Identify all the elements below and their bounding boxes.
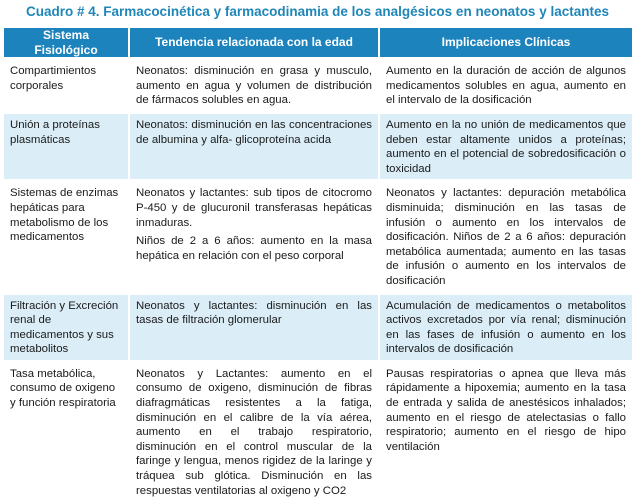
cell-implications: Acumulación de medicamentos o metabolitos activos excretados por vía renal; disminución en las fases de infusión o aumento en los intervalos de dosificación — [379, 293, 632, 361]
cell-system: Tasa metabólica, consumo de oxigeno y función respiratoria — [4, 361, 129, 501]
analgesics-table — [4, 28, 632, 501]
cell-trend — [129, 181, 379, 293]
table-row — [4, 361, 632, 501]
trend-text: Neonatos y lactantes: disminución en las tasas de filtración glomerular — [136, 299, 372, 327]
cell-system: Unión a proteínas plasmáticas — [4, 112, 129, 180]
cell-system: Sistemas de enzimas hepáticas para metabolismo de los medicamentos — [4, 181, 129, 293]
trend-text: Niños de 2 a 6 años: aumento en la masa hepática en relación con el peso corporal — [136, 235, 372, 262]
cell-trend — [129, 112, 379, 180]
cell-trend — [129, 59, 379, 113]
cell-implications: Neonatos y lactantes: depuración metabólica disminuida; disminución en las tasas de infusión o aumento en los intervalos de dosificación. Niños de 2 a 6 años: depuración metabólica aumentada; aumento en las tasas de infusión o aumento en los intervalos de dosificación — [379, 181, 632, 293]
header-system: Sistema Fisiológico — [4, 28, 129, 59]
trend-text: Neonatos: disminución en las concentraciones de albumina y alfa- glicoproteína acida — [136, 118, 372, 146]
cell-system: Compartimientos corporales — [4, 59, 129, 113]
cell-trend — [129, 361, 379, 501]
cell-implications: Aumento en la no unión de medicamentos que deben estar altamente unidos a proteínas; aumento en el potencial de sobredosificación o toxicidad — [379, 112, 632, 180]
table-row — [4, 59, 632, 113]
table-title: Cuadro # 4. Farmacocinética y farmacodinamia de los analgésicos en neonatos y lactantes — [26, 4, 609, 19]
table-row — [4, 293, 632, 361]
table-row — [4, 181, 632, 293]
cell-trend — [129, 293, 379, 361]
cell-implications: Pausas respiratorias o apnea que lleva más rápidamente a hipoxemia; aumento en la tasa de entrada y salida de anestésicos inhalados; aumento en el riesgo de atelectasias o fallo respiratorio; aumento en el riesgo de hipo ventilación — [379, 361, 632, 501]
cell-system: Filtración y Excreción renal de medicamentos y sus metabolitos — [4, 293, 129, 361]
table-row — [4, 112, 632, 180]
header-implications: Implicaciones Clínicas — [379, 28, 632, 59]
cell-implications: Aumento en la duración de acción de algunos medicamentos solubles en agua, aumento en el intervalo de la dosificación — [379, 59, 632, 113]
trend-text: Neonatos y Lactantes: aumento en el consumo de oxigeno, disminución de fibras diafragmáticas resistentes a la fatiga, disminución en el calibre de la vía aérea, aumento en el trabajo respiratorio, disminución en el control muscular de la faringe y lengua, menos rigidez de la laringe y tráquea sub glótica. Disminución en las respuestas ventilatorias al oxigeno y CO2 — [136, 367, 372, 497]
table-header-row — [4, 28, 632, 59]
header-trend: Tendencia relacionada con la edad — [129, 28, 379, 59]
trend-text: Neonatos y lactantes: sub tipos de citocromo P-450 y de glucuronil transferasas hepáticas inmaduras. — [136, 187, 372, 229]
trend-text: Neonatos: disminución en grasa y musculo, aumento en agua y volumen de distribución de fármacos solubles en agua. — [136, 65, 372, 107]
